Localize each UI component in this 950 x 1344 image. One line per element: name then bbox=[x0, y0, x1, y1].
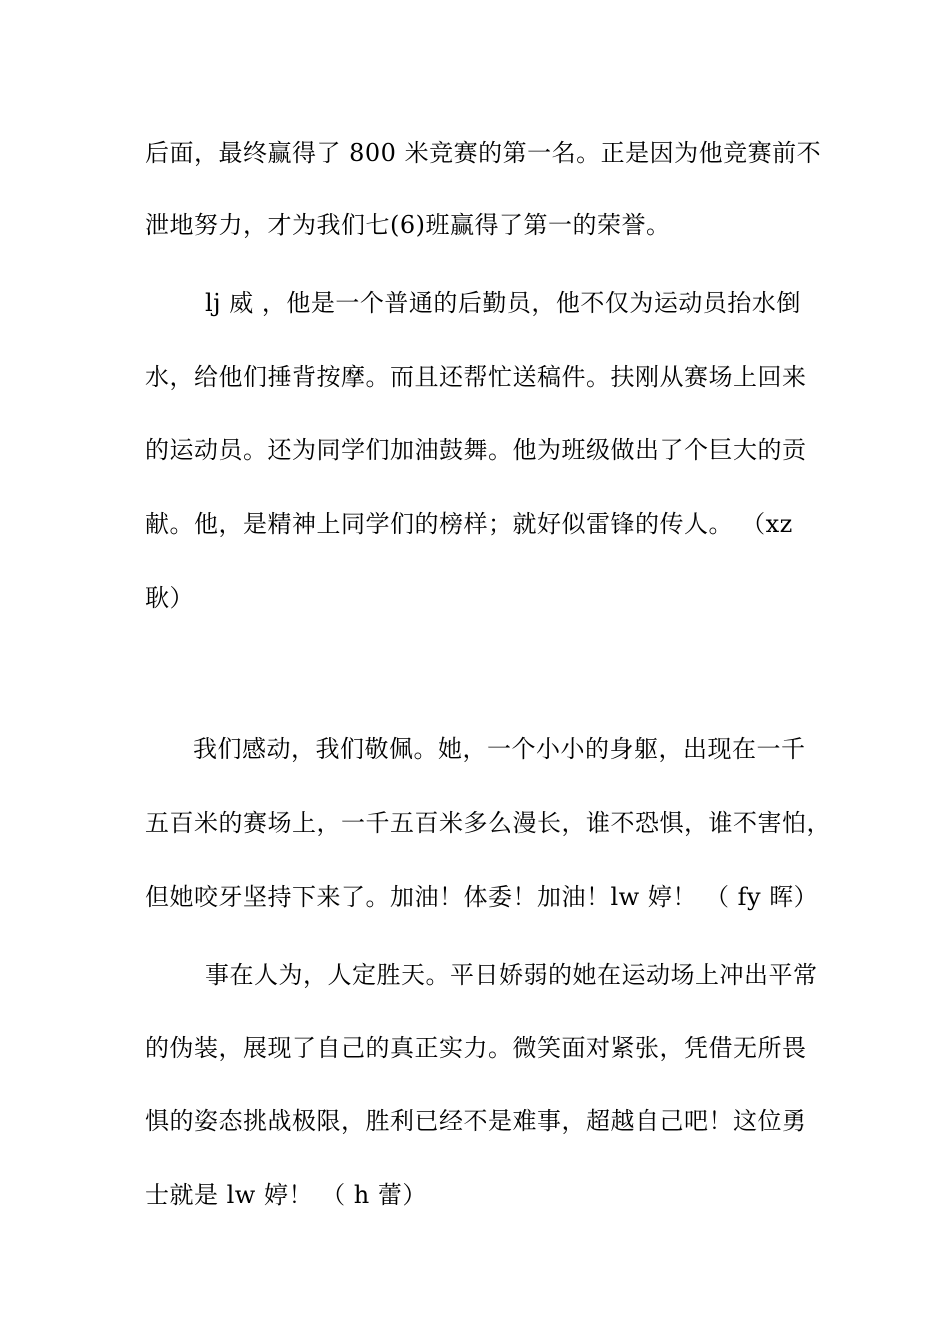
paragraph-3-line-2: 五百米的赛场上，一千五百米多么漫长，谁不恐惧，谁不害怕， bbox=[145, 809, 831, 837]
paragraph-3-line-1: 我们感动，我们敬佩。她，一个小小的身躯，出现在一千 bbox=[193, 735, 806, 763]
paragraph-2-line-1: lj 威 ，他是一个普通的后勤员，他不仅为运动员抬水倒 bbox=[205, 289, 801, 317]
paragraph-2-line-3: 的运动员。还为同学们加油鼓舞。他为班级做出了个巨大的贡 bbox=[145, 436, 807, 464]
paragraph-4-line-1: 事在人为，人定胜天。平日娇弱的她在运动场上冲出平常 bbox=[205, 961, 818, 989]
paragraph-2-line-4: 献。他，是精神上同学们的榜样；就好似雷锋的传人。 （xz bbox=[145, 510, 793, 538]
paragraph-4-line-4: 士就是 lw 婷！ （ h 蕾） bbox=[145, 1181, 427, 1209]
paragraph-2-line-2: 水，给他们捶背按摩。而且还帮忙送稿件。扶刚从赛场上回来 bbox=[145, 363, 807, 391]
paragraph-1-line-1: 后面，最终赢得了 800 米竞赛的第一名。正是因为他竞赛前不 bbox=[145, 139, 822, 167]
paragraph-4-line-2: 的伪装，展现了自己的真正实力。微笑面对紧张，凭借无所畏 bbox=[145, 1034, 807, 1062]
paragraph-2-line-5: 耿） bbox=[145, 584, 194, 612]
paragraph-3-line-3: 但她咬牙坚持下来了。加油！体委！加油！lw 婷！ （ fy 晖） bbox=[145, 883, 819, 911]
paragraph-4-line-3: 惧的姿态挑战极限，胜利已经不是难事，超越自己吧！这位勇 bbox=[145, 1107, 807, 1135]
paragraph-1-line-2: 泄地努力，才为我们七(6)班赢得了第一的荣誉。 bbox=[145, 211, 671, 239]
